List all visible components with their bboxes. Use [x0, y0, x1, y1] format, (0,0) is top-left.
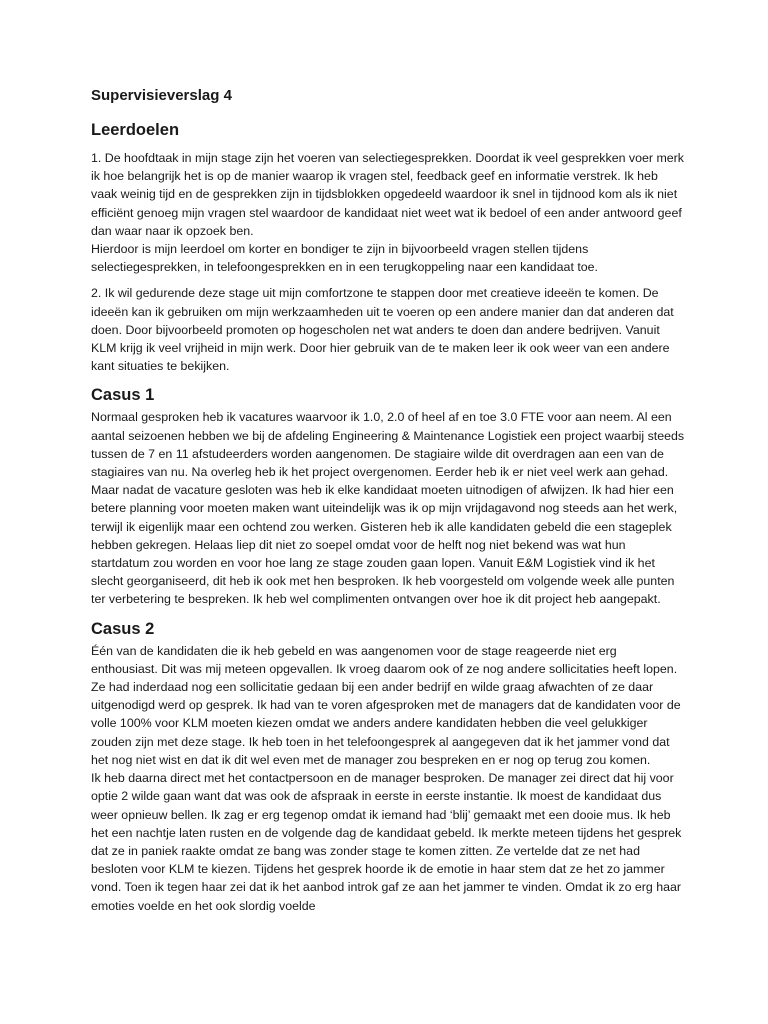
- heading-casus-2: Casus 2: [91, 619, 155, 638]
- heading-casus-1: Casus 1: [91, 386, 155, 405]
- paragraph-casus-2-part-2: Ik heb daarna direct met het contactpersoon en de manager besproken. De manager zei direct dat hij voor optie 2 wilde gaan want dat was ook de afspraak in eerste in eerste instantie. Ik moest de kandidaat dus weer opnieuw bellen. Ik zag er erg tegenop omdat ik iemand had ‘blij’ gemaakt met een dooie mus. Ik heb het een nachtje laten rusten en de volgende dag de kandidaat gebeld. Ik merkte meteen tijdens het gesprek dat ze in paniek raakte omdat ze bang was zonder stage te komen zitten. Ze vertelde dat ze net had besloten voor KLM te kiezen. Tijdens het gesprek hoorde ik de emotie in haar stem dat ze het zo jammer vond. Toen ik tegen haar zei dat ik het aanbod introk gaf ze aan het jammer te vinden. Omdat ik zo erg haar emoties voelde en het ook slordig voelde: [91, 771, 682, 913]
- paragraph-casus-1: Normaal gesproken heb ik vacatures waarvoor ik 1.0, 2.0 of heel af en toe 3.0 FTE voor aan neem. Al een aantal seizoenen hebben we bij de afdeling Engineering & Maintenance Logistiek een project waarbij steeds tussen de 7 en 11 afstudeerders worden aangenomen. De stagiaire wilde dit overdragen aan een van de stagiaires van nu. Na overleg heb ik het project overgenomen. Eerder heb ik er niet veel werk aan gehad. Maar nadat de vacature gesloten was heb ik elke kandidaat moeten uitnodigen of afwijzen. Ik had hier een betere planning voor moeten maken want uiteindelijk was ik op mijn vrijdagavond nog steeds aan het werk, terwijl ik eigenlijk maar een ochtend zou werken. Gisteren heb ik alle kandidaten gebeld die een stageplek hebben gekregen. Helaas liep dit niet zo soepel omdat voor de helft nog niet bekend was wat hun startdatum zou worden en voor hoe lang ze stage zouden gaan lopen. Vanuit E&M Logistiek vind ik het slecht georganiseerd, dit heb ik ook met hen besproken. Ik heb voorgesteld om volgende week alle punten ter verbetering te bespreken. Ik heb wel complimenten ontvangen over hoe ik dit project heb aangepakt.: [91, 410, 685, 607]
- heading-leerdoelen: Leerdoelen: [91, 121, 180, 139]
- document-title: Supervisieverslag 4: [91, 87, 232, 104]
- document-body: [91, 86, 686, 915]
- paragraph-goal-2: 2. Ik wil gedurende deze stage uit mijn comfortzone te stappen door met creatieve ideeën te komen. De ideeën kan ik gebruiken om mijn werkzaamheden uit te voeren op een andere manier dan dat anderen dat doen. Door bijvoorbeeld promoten op hogescholen net wat anders te doen dan andere bedrijven. Vanuit KLM krijg ik veel vrijheid in mijn werk. Door hier gebruik van de te maken leer ik ook weer van een andere kant situaties te bekijken.: [91, 286, 674, 374]
- paragraph-goal-1-conclusion: Hierdoor is mijn leerdoel om korter en bondiger te zijn in bijvoorbeeld vragen stellen tijdens selectiegesprekken, in telefoongesprekken en in een terugkoppeling naar een kandidaat toe.: [91, 242, 598, 275]
- paragraph-casus-2-part-1: Één van de kandidaten die ik heb gebeld en was aangenomen voor de stage reageerde niet erg enthousiast. Dit was mij meteen opgevallen. Ik vroeg daarom ook of ze nog andere sollicitaties heeft lopen. Ze had inderdaad nog een sollicitatie gedaan bij een ander bedrijf en wilde graag afwachten of ze daar uitgenodigd werd op gesprek. Ik had van te voren afgesproken met de managers dat de kandidaten voor de volle 100% voor KLM moeten kiezen omdat we anders andere kandidaten hebben die veel gelukkiger zouden zijn met deze stage. Ik heb toen in het telefoongesprek al aangegeven dat ik het jammer vond dat het nog niet wist en dat ik dit wel even met de manager zou bespreken en er nog op terug zou komen.: [91, 643, 681, 767]
- paragraph-goal-1: 1. De hoofdtaak in mijn stage zijn het voeren van selectiegesprekken. Doordat ik veel gesprekken voer merk ik hoe belangrijk het is op de manier waarop ik vragen stel, feedback geef en informatie verstrek. Ik heb vaak weinig tijd en de gesprekken zijn in tijdsblokken opgedeeld waardoor ik snel in tijdnood kom als ik niet efficiënt genoeg mijn vragen stel waardoor de kandidaat niet weet wat ik bedoel of een ander antwoord geef dan waar naar ik opzoek ben.: [91, 151, 685, 238]
